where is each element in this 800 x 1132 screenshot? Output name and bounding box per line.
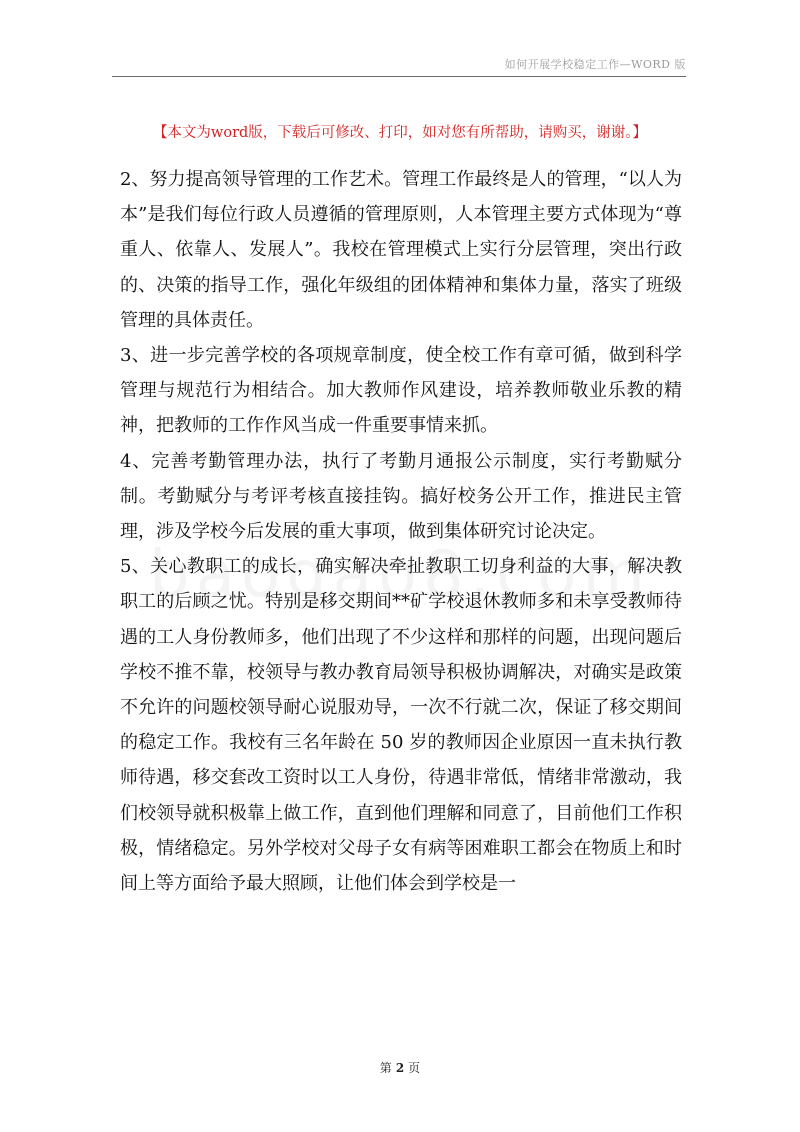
paragraph-item-4: 4、完善考勤管理办法，执行了考勤月通报公示制度，实行考勤赋分制。考勤赋分与考评考核直接挂钩。搞好校务公开工作，推进民主管理，涉及学校今后发展的重大事项，做到集体研究讨论决定。: [120, 450, 682, 543]
paragraph-item-5: 5、关心教职工的成长，确实解决牵扯教职工切身利益的大事，解决教职工的后顾之忧。特别是移交期间**矿学校退休教师多和未享受教师待遇的工人身份教师多，他们出现了不少这样和那样的问题，出现问题后学校不推不靠，校领导与教办教育局领导积极协调解决，对确实是政策不允许的问题校领导耐心说服劝导，一次不行就二次，保证了移交期间的稳定工作。我校有三名年龄在 50 岁的教师因企业原因一直未执行教师待遇，移交套改工资时以工人身份，待遇非常低，情绪非常激动，我们校领导就积极靠上做工作，直到他们理解和同意了，目前他们工作积极，情绪稳定。另外学校对父母子女有病等困难职工都会在物质上和时间上等方面给予最大照顾，让他们体会到学校是一: [120, 556, 682, 895]
download-notice: 【本文为word版，下载后可修改、打印，如对您有所帮助，请购买，谢谢。】: [152, 125, 648, 141]
page-number: 2: [395, 1061, 405, 1075]
footer-prefix: 第: [379, 1061, 392, 1075]
document-body: [120, 162, 682, 901]
paragraph-item-3: 3、进一步完善学校的各项规章制度，使全校工作有章可循，做到科学管理与规范行为相结合。加大教师作风建设，培养教师敬业乐教的精神，把教师的工作作风当成一件重要事情来抓。: [120, 345, 682, 437]
page-footer: [0, 1059, 800, 1076]
header-title: 如何开展学校稳定工作—WORD 版: [504, 58, 686, 71]
paragraph-item-2: 2、努力提高领导管理的工作艺术。管理工作最终是人的管理，“以人为本”是我们每位行政人员遵循的管理原则，人本管理主要方式体现为“尊重人、依靠人、发展人”。我校在管理模式上实行分层管理，突出行政的、决策的指导工作，强化年级组的团体精神和集体力量，落实了班级管理的具体责任。: [120, 169, 682, 331]
footer-suffix: 页: [408, 1061, 421, 1075]
page-header: [112, 52, 686, 77]
